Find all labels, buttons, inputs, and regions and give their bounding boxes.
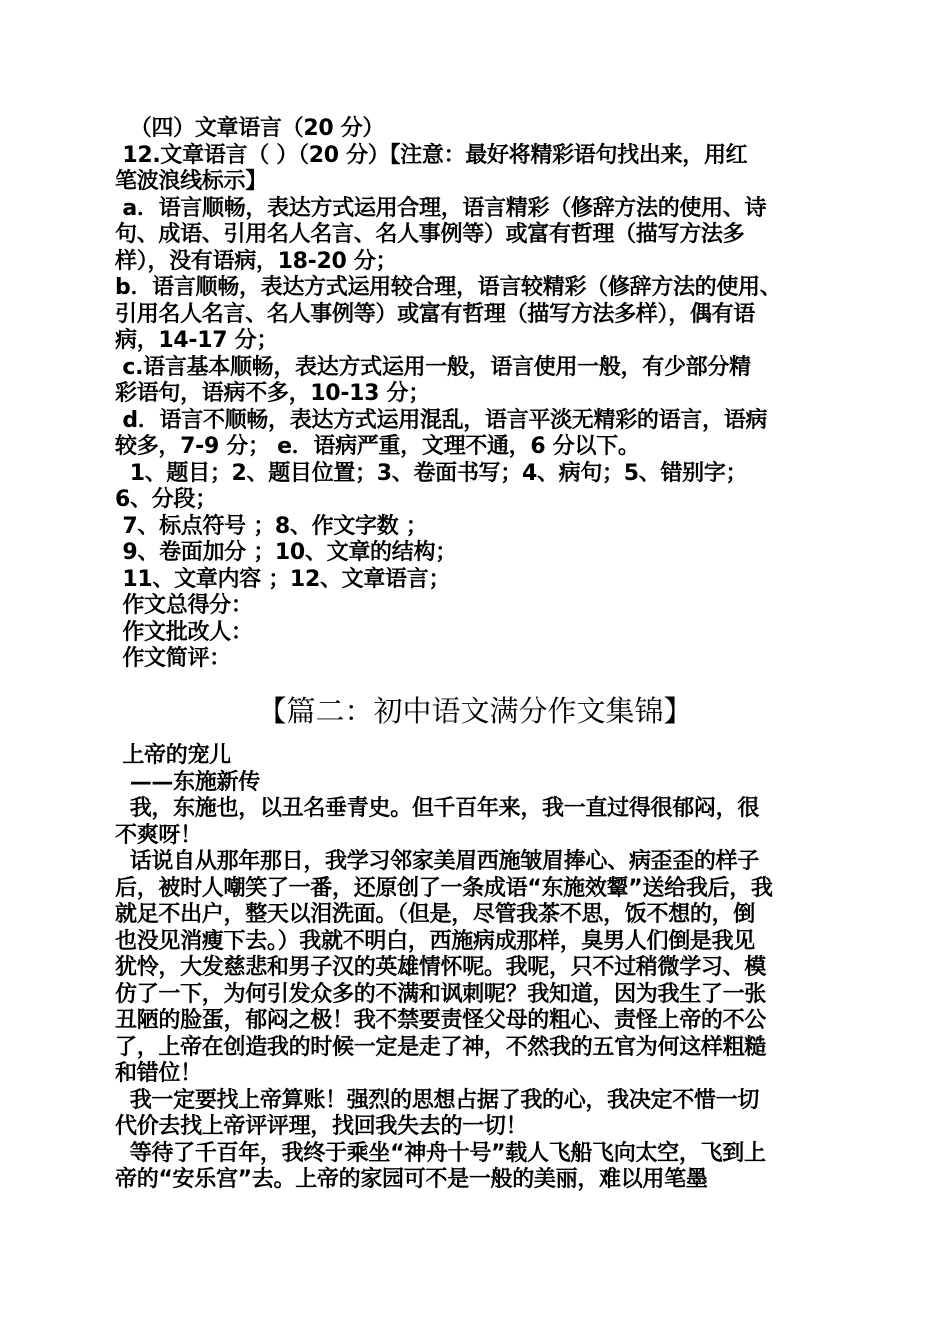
- paragraph-line: 我，东施也，以丑名垂青史。但千百年来，我一直过得很郁闷，很: [115, 796, 760, 821]
- essay-subtitle: ——东施新传: [115, 769, 260, 795]
- checklist-line: 9、卷面加分 ；10、文章的结构；: [115, 540, 457, 565]
- checklist-line: 11、文章内容 ；12、文章语言；: [115, 566, 451, 592]
- rubric-level-c: c.语言基本顺畅，表达方式运用一般，语言使用一般，有少部分精: [115, 354, 751, 380]
- paragraph-line: 等待了千百年，我终于乘坐“神舟十号”载人飞船飞向太空，飞到上: [115, 1140, 766, 1166]
- rubric-level-d: d．语言不顺畅，表达方式运用混乱，语言平淡无精彩的语言，语病: [115, 407, 768, 433]
- comment-label: 作文简评：: [115, 646, 231, 671]
- text-line: 病，14-17 分；: [115, 328, 279, 353]
- paragraph-line: 不爽呀！: [115, 822, 202, 848]
- paragraph-line: 了，上帝在创造我的时候一定是走了神，不然我的五官为何这样粗糙: [115, 1034, 767, 1060]
- checklist-line: 6、分段；: [115, 487, 217, 512]
- paragraph-line: 我一定要找上帝算账！强烈的思想占据了我的心，我决定不惜一切: [115, 1087, 760, 1113]
- text-line: 引用名人名言、名人事例等）或富有哲理（描写方法多样），偶有语: [115, 301, 756, 327]
- text-line: 样），没有语病，18-20 分；: [115, 248, 398, 274]
- paragraph-line: 帝的“安乐宫”去。上帝的家园可不是一般的美丽，难以用笔墨: [115, 1167, 708, 1192]
- text-line: 彩语句，语病不多，10-13 分；: [115, 381, 430, 406]
- total-score-label: 作文总得分：: [115, 593, 253, 618]
- paragraph-line: 后，被时人嘲笑了一番，还原创了一条成语“东施效颦”送给我后，我: [115, 875, 773, 901]
- paragraph-line: 也没见消瘦下去。）我就不明白，西施病成那样，臭男人们倒是我见: [115, 928, 756, 954]
- section-title: （四）文章语言（20 分）: [115, 116, 385, 141]
- grader-label: 作文批改人：: [115, 619, 253, 645]
- rubric-level-b: b．语言顺畅，表达方式运用较合理，语言较精彩（修辞方法的使用、: [115, 275, 782, 300]
- paragraph-line: 犹怜，大发慈悲和男子汉的英雄情怀呢。我呢，只不过稍微学习、模: [115, 955, 767, 980]
- paragraph-line: 仿了一下，为何引发众多的不满和讽刺呢？我知道，因为我生了一张: [115, 981, 767, 1007]
- paragraph-line: 和错位！: [115, 1061, 202, 1086]
- grading-rubric-section: [115, 116, 840, 673]
- paragraph-line: 丑陋的脸蛋，郁闷之极！我不禁要责怪父母的粗心、责怪上帝的不公: [115, 1008, 767, 1033]
- text-line: 笔波浪线标示】: [115, 169, 267, 194]
- paragraph-line: 就足不出户，整天以泪洗面。（但是，尽管我茶不思，饭不想的，倒: [115, 902, 756, 927]
- text-line: 较多，7-9 分； e．语病严重，文理不通，6 分以下。: [115, 434, 640, 459]
- essay-section: [115, 743, 840, 1194]
- rubric-level-a: a．语言顺畅，表达方式运用合理，语言精彩（修辞方法的使用、诗: [115, 195, 767, 221]
- paragraph-line: 话说自从那年那日，我学习邻家美眉西施皱眉捧心、病歪歪的样子: [115, 849, 760, 874]
- checklist-line: 7、标点符号 ；8、作文字数 ；: [115, 513, 428, 539]
- paragraph-line: 代价去找上帝评评理，找回我失去的一切！: [115, 1114, 528, 1139]
- essay-title: 上帝的宠儿: [115, 743, 231, 768]
- chapter-heading: 【篇二：初中语文满分作文集锦】: [257, 694, 693, 728]
- rubric-item-12: 12.文章语言（ ）（20 分）【注意：最好将精彩语句找出来，用红: [115, 142, 748, 168]
- text-line: 句、成语、引用名人名言、名人事例等）或富有哲理（描写方法多: [115, 222, 745, 247]
- checklist-line: 1、题目；2、题目位置；3、卷面书写；4、病句；5、错别字；: [115, 460, 748, 486]
